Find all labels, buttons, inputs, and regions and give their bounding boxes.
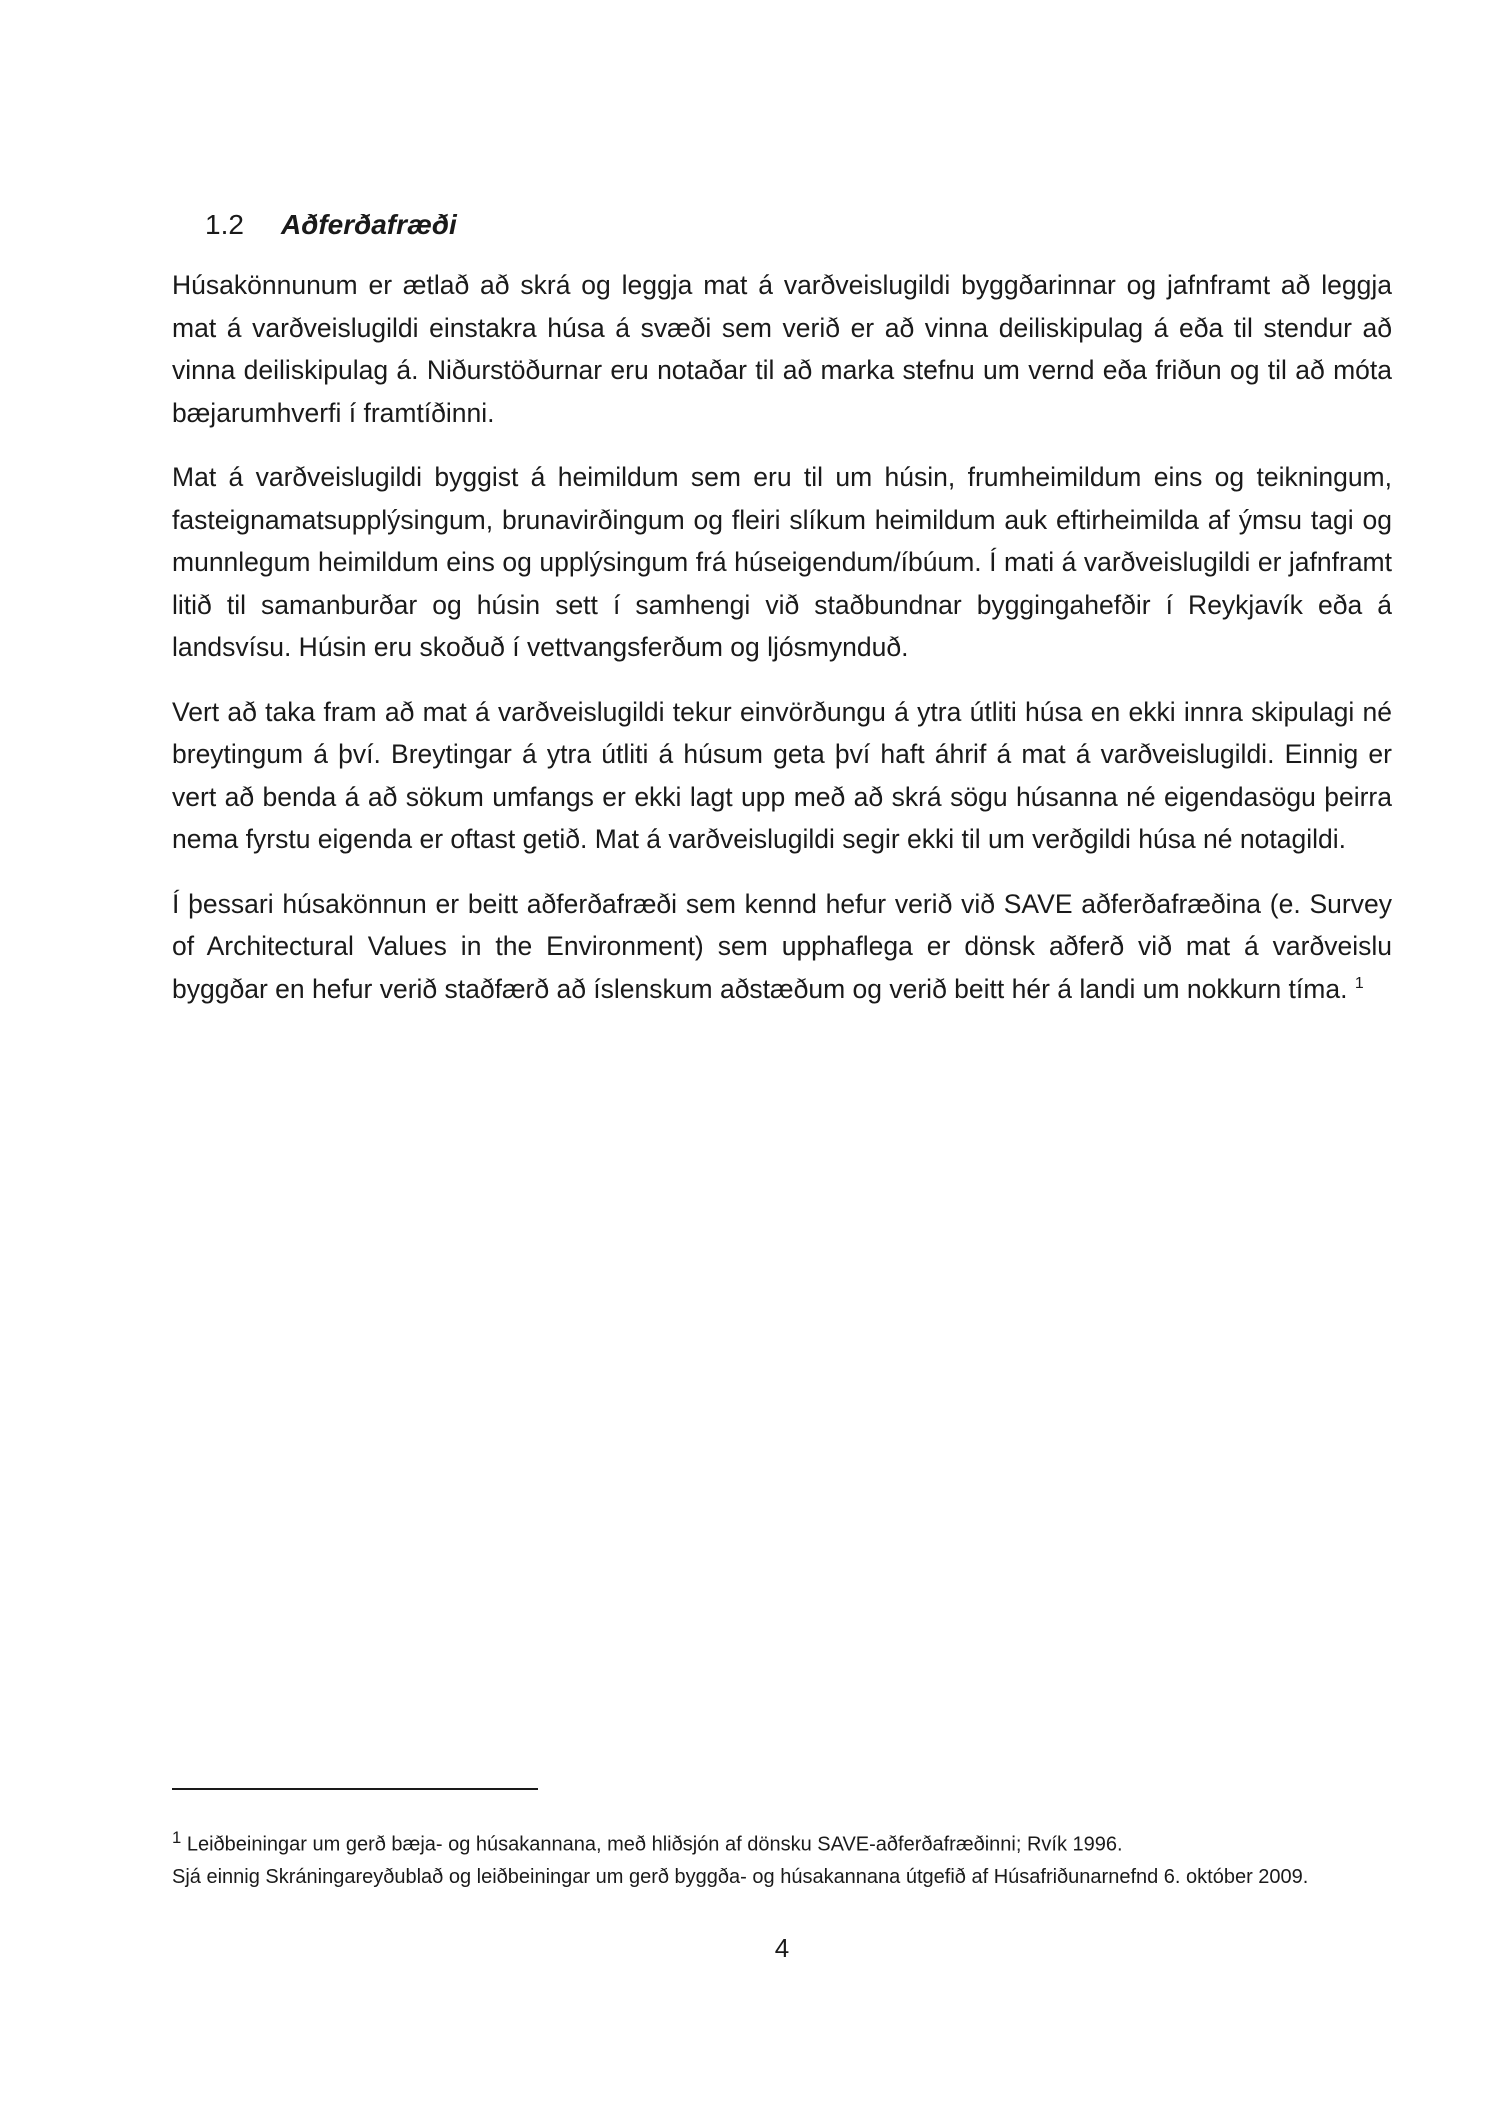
paragraph-3: Vert að taka fram að mat á varðveislugildi tekur einvörðungu á ytra útliti húsa en ekki innra skipulagi né breytingum á því. Breytingar á ytra útliti á húsum geta því haft áhrif á mat á varðveislugildi. Einnig er vert að benda á að sökum umfangs er ekki lagt upp með að skrá sögu húsanna né eigendasögu þeirra nema fyrstu eigenda er oftast getið. Mat á varðveislugildi segir ekki til um verðgildi húsa né notagildi. (172, 696, 1392, 854)
paragraph-2: Mat á varðveislugildi byggist á heimildum sem eru til um húsin, frumheimildum eins og teikningum, fasteignamatsupplýsingum, brunavirðingum og fleiri slíkum heimildum auk eftirheimilda af ýmsu tagi og munnlegum heimildum eins og upplýsingum frá húseigendum/íbúum. Í mati á varðveislugildi er jafnframt litið til samanburðar og húsin sett í samhengi við staðbundnar byggingahefðir í Reykjavík eða á landsvísu. Húsin eru skoðuð í vettvangsferðum og ljósmynduð. (172, 462, 1392, 662)
page-number: 4 (774, 1933, 790, 1963)
footnote-text: Leiðbeiningar um gerð bæja- og húsakannana, með hliðsjón af dönsku SAVE-aðferðafræðinni; Rvík 1996. (186, 1833, 1123, 1856)
footnote-item (172, 1822, 1392, 1861)
footnote-marker: 1 (172, 1828, 182, 1847)
footnote-separator (172, 1788, 538, 1790)
paragraph-4-text: Í þessari húsakönnun er beitt aðferðafræði sem kennd hefur verið við SAVE aðferðafræðina (e. Survey of Architectural Values in the Environment) sem upphaflega er dönsk aðferð við mat á varðveislu byggðar en hefur verið staðfærð að íslenskum aðstæðum og verið beitt hér á landi um nokkurn tíma. (172, 888, 1392, 1004)
paragraph-1: Húsakönnunum er ætlað að skrá og leggja mat á varðveislugildi byggðarinnar og jafnframt að leggja mat á varðveislugildi einstakra húsa á svæði sem verið er að vinna deiliskipulag á eða til stendur að vinna deiliskipulag á. Niðurstöðurnar eru notaðar til að marka stefnu um vernd eða friðun og til að móta bæjarumhverfi í framtíðinni. (172, 270, 1392, 428)
section-heading (205, 205, 457, 245)
footnotes (172, 1822, 1392, 1893)
section-number: 1.2 (205, 209, 244, 240)
body-text (172, 264, 1392, 1032)
footnote-item (172, 1861, 1392, 1893)
footnote-text: Sjá einnig Skráningareyðublað og leiðbeiningar um gerð byggða- og húsakannana útgefið af Húsafriðunarnefnd 6. október 2009. (172, 1865, 1309, 1888)
paragraph-4 (172, 883, 1392, 1011)
section-title: Aðferðafræði (281, 209, 457, 240)
footnote-reference[interactable]: 1 (1354, 974, 1364, 992)
